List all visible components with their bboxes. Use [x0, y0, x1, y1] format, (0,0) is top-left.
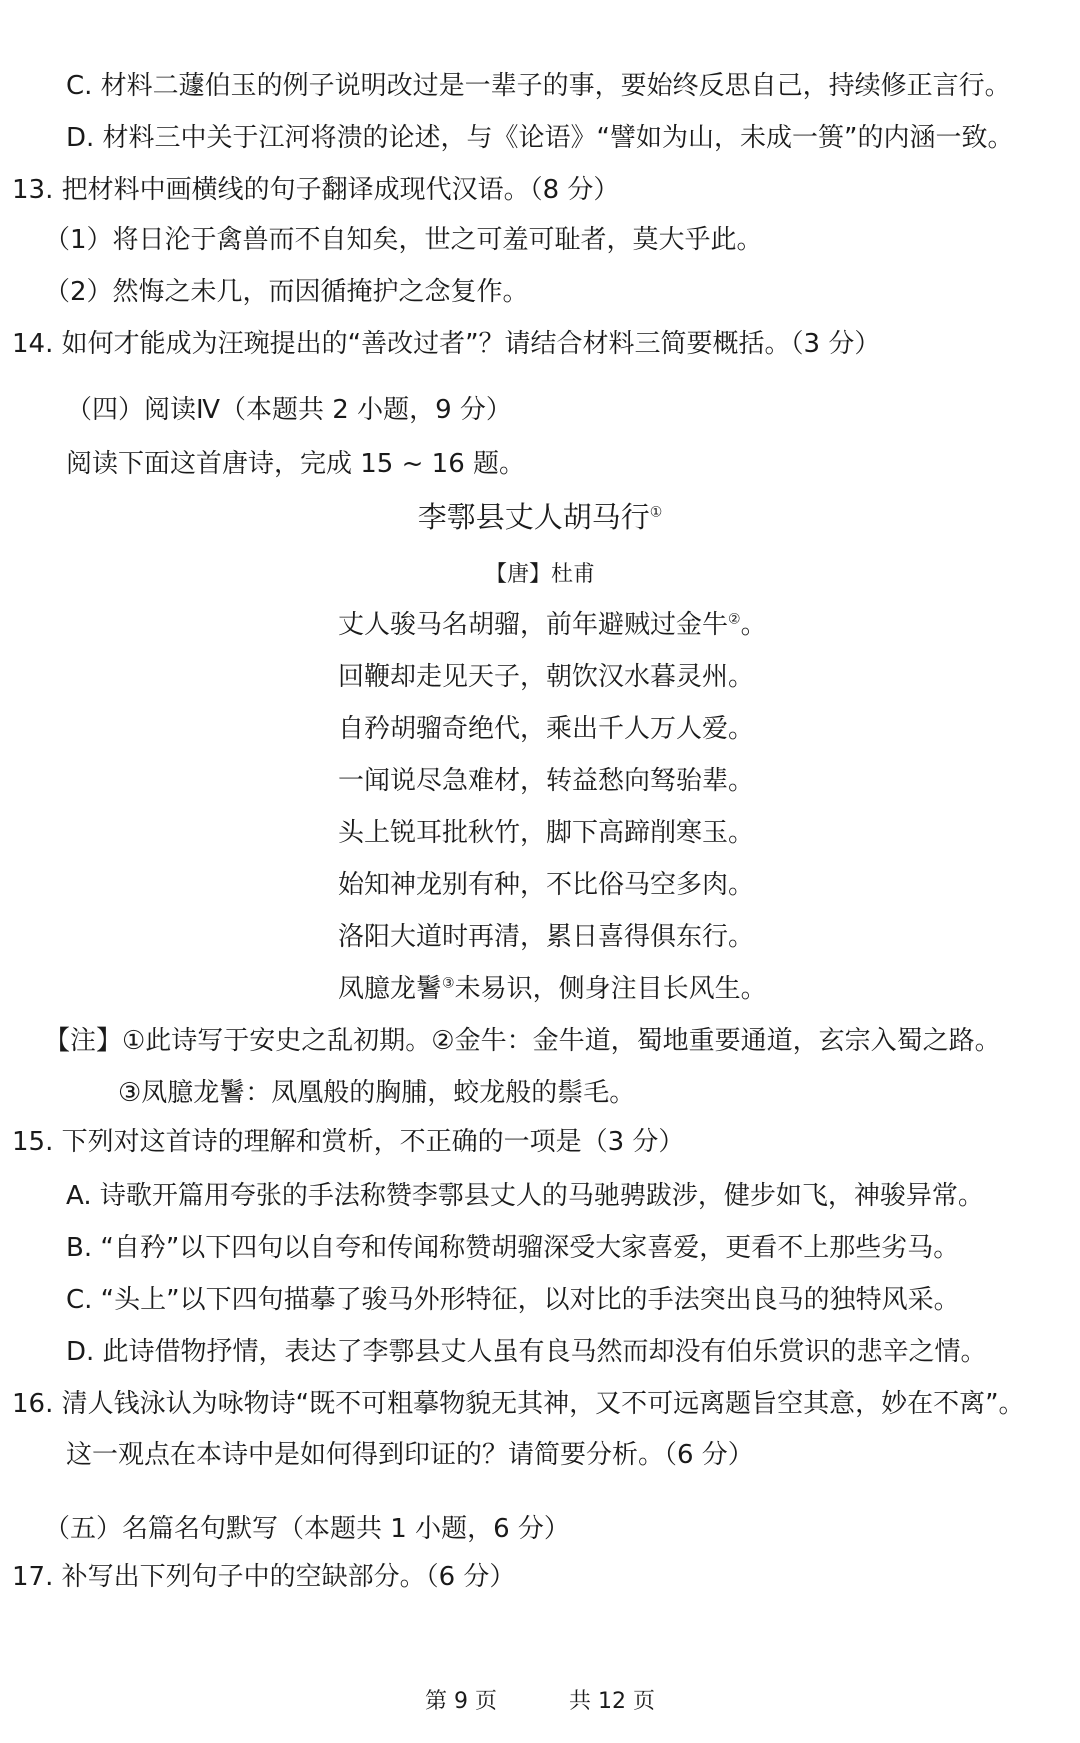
q15-option-d: D. 此诗借物抒情，表达了李鄠县丈人虽有良马然而却没有伯乐赏识的悲辛之情。 [66, 1337, 987, 1367]
q13-sentence-1: （1）将日沦于禽兽而不自知矣，世之可羞可耻者，莫大乎此。 [44, 225, 763, 255]
q12-option-c: C. 材料二蘧伯玉的例子说明改过是一辈子的事，要始终反思自己，持续修正言行。 [66, 71, 1011, 101]
poem-author: 【唐】杜甫 [484, 562, 595, 587]
q13-stem: 13. 把材料中画横线的句子翻译成现代汉语。（8 分） [12, 175, 620, 205]
q13-sentence-2: （2）然悔之未几，而因循掩护之念复作。 [44, 277, 529, 307]
poem-line-3: 自矜胡骝奇绝代，乘出千人万人爱。 [338, 714, 755, 744]
poem-title-note-marker: ① [649, 504, 663, 521]
poem-line-4: 一闻说尽急难材，转益愁向驽骀辈。 [338, 766, 755, 796]
poem-line-5: 头上锐耳批秋竹，脚下高蹄削寒玉。 [338, 818, 755, 848]
section4-heading: （四）阅读Ⅳ（本题共 2 小题，9 分） [66, 395, 512, 425]
page-footer [0, 1684, 1080, 1720]
poem-line-8: 凤臆龙鬐③未易识，侧身注目长风生。 [338, 974, 767, 1004]
q15-option-b: B. “自矜”以下四句以自夸和传闻称赞胡骝深受大家喜爱，更看不上那些劣马。 [66, 1233, 960, 1263]
page-total: 共 12 页 [569, 1689, 655, 1714]
poem-notes-line-2: ③凤臆龙鬐：凤凰般的胸脯，蛟龙般的鬃毛。 [118, 1078, 636, 1108]
q16-stem-line-2: 这一观点在本诗中是如何得到印证的？请简要分析。（6 分） [66, 1440, 754, 1470]
q14-stem: 14. 如何才能成为汪琬提出的“善改过者”？请结合材料三简要概括。（3 分） [12, 329, 881, 359]
poem-line-8-note-marker: ③ [442, 975, 455, 992]
page-number: 第 9 页 [425, 1689, 497, 1714]
poem-line-2: 回鞭却走见天子，朝饮汉水暮灵州。 [338, 662, 755, 692]
q15-option-c: C. “头上”以下四句描摹了骏马外形特征，以对比的手法突出良马的独特风采。 [66, 1285, 960, 1315]
poem-line-1: 丈人骏马名胡骝，前年避贼过金牛②。 [338, 610, 767, 640]
poem-line-1-note-marker: ② [728, 611, 741, 628]
q16-stem-line-1: 16. 清人钱泳认为咏物诗“既不可粗摹物貌无其神，又不可远离题旨空其意，妙在不离”。 [12, 1389, 1025, 1419]
section5-heading: （五）名篇名句默写（本题共 1 小题，6 分） [44, 1514, 570, 1544]
poem-title: 李鄠县丈人胡马行① [417, 500, 663, 534]
poem-notes-line-1: 【注】①此诗写于安史之乱初期。②金牛：金牛道，蜀地重要通道，玄宗入蜀之路。 [44, 1026, 1001, 1056]
section4-instruction: 阅读下面这首唐诗，完成 15 ~ 16 题。 [66, 449, 526, 479]
q15-stem: 15. 下列对这首诗的理解和赏析，不正确的一项是（3 分） [12, 1127, 685, 1157]
poem-line-7: 洛阳大道时再清，累日喜得俱东行。 [338, 922, 755, 952]
q15-option-a: A. 诗歌开篇用夸张的手法称赞李鄠县丈人的马驰骋跋涉，健步如飞，神骏异常。 [66, 1181, 984, 1211]
poem-line-6: 始知神龙别有种，不比俗马空多肉。 [338, 870, 755, 900]
q17-stem: 17. 补写出下列句子中的空缺部分。（6 分） [12, 1562, 516, 1592]
q12-option-d: D. 材料三中关于江河将溃的论述，与《论语》“譬如为山，未成一篑”的内涵一致。 [66, 123, 1014, 153]
